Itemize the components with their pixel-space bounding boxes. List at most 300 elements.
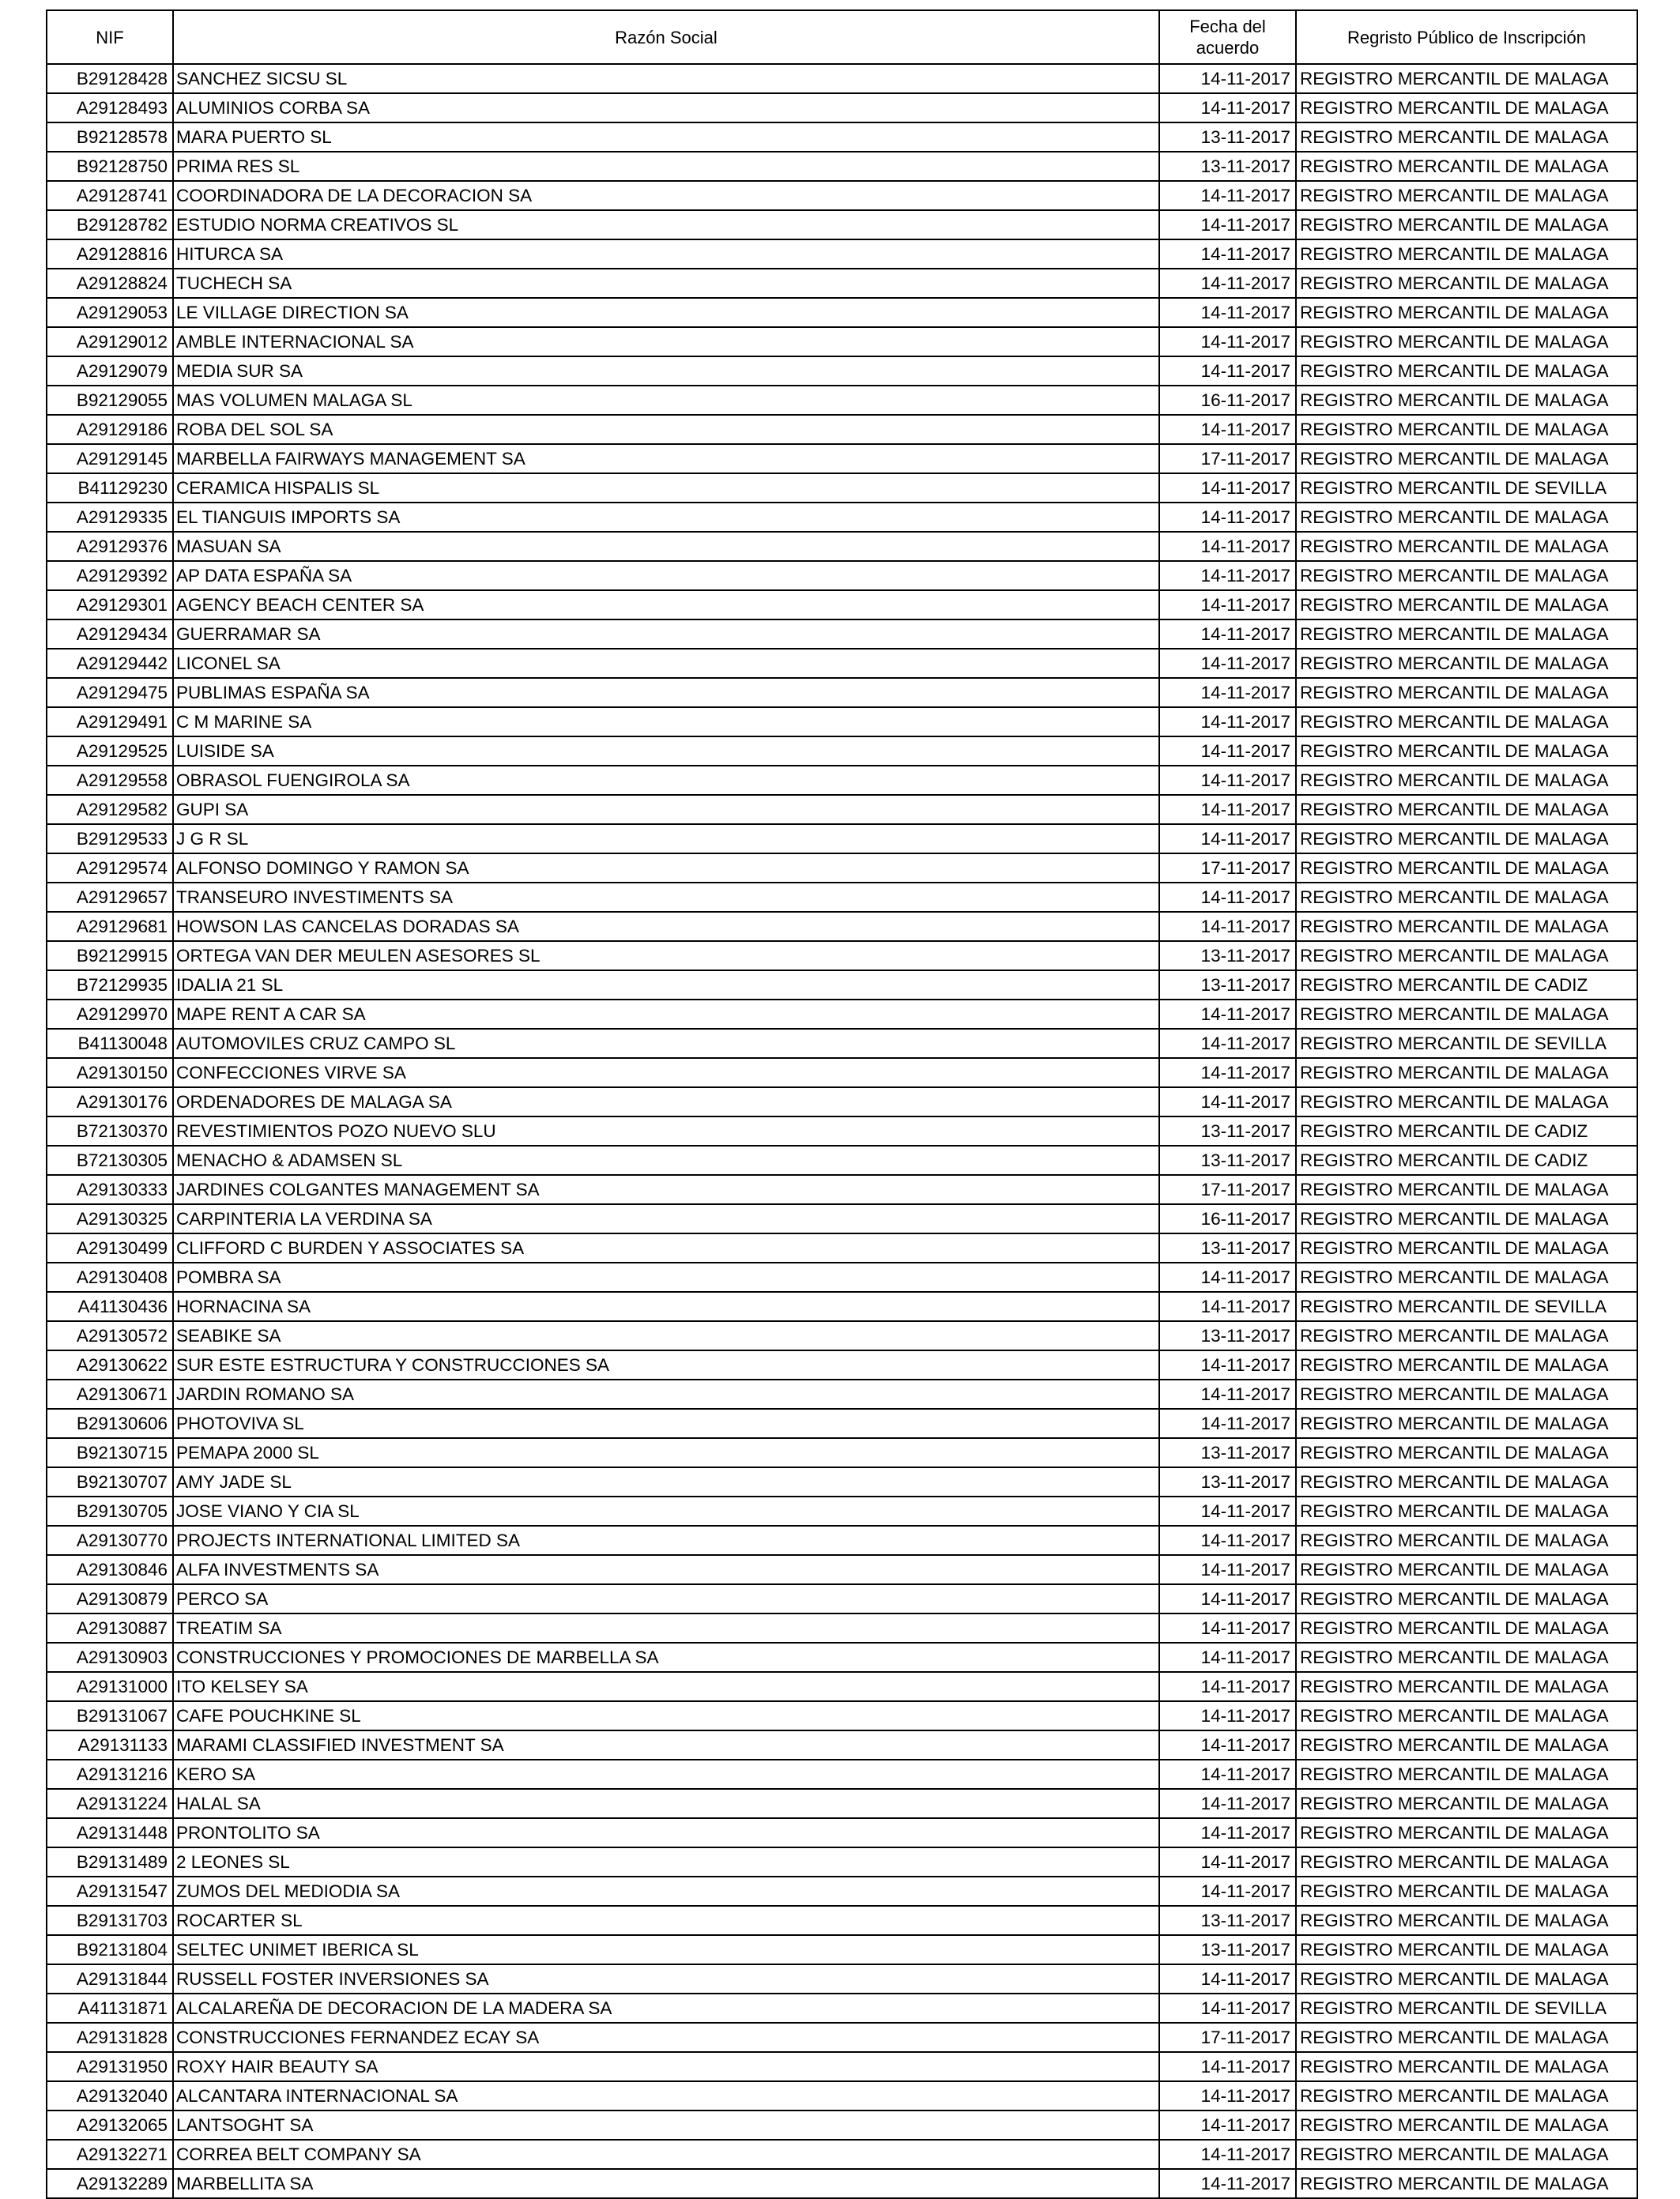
cell-fecha: 17-11-2017	[1159, 444, 1296, 473]
cell-razon-social: AMY JADE SL	[173, 1467, 1159, 1497]
cell-nif: B29129533	[47, 824, 173, 853]
cell-fecha: 14-11-2017	[1159, 356, 1296, 386]
cell-nif: A29129475	[47, 678, 173, 707]
cell-nif: A29130770	[47, 1526, 173, 1555]
cell-razon-social: IDALIA 21 SL	[173, 970, 1159, 1000]
cell-fecha: 14-11-2017	[1159, 327, 1296, 356]
cell-registro: REGISTRO MERCANTIL DE MALAGA	[1296, 795, 1637, 824]
table-row	[47, 239, 1637, 269]
table-row	[47, 64, 1637, 93]
cell-registro: REGISTRO MERCANTIL DE MALAGA	[1296, 1964, 1637, 1994]
cell-registro: REGISTRO MERCANTIL DE MALAGA	[1296, 2140, 1637, 2169]
cell-registro: REGISTRO MERCANTIL DE MALAGA	[1296, 503, 1637, 532]
table-row	[47, 2140, 1637, 2169]
cell-razon-social: SUR ESTE ESTRUCTURA Y CONSTRUCCIONES SA	[173, 1350, 1159, 1380]
cell-nif: A29130622	[47, 1350, 173, 1380]
cell-registro: REGISTRO MERCANTIL DE MALAGA	[1296, 122, 1637, 152]
cell-razon-social: CARPINTERIA LA VERDINA SA	[173, 1204, 1159, 1233]
cell-nif: A29129525	[47, 736, 173, 766]
cell-razon-social: HITURCA SA	[173, 239, 1159, 269]
cell-fecha: 13-11-2017	[1159, 1116, 1296, 1146]
cell-registro: REGISTRO MERCANTIL DE MALAGA	[1296, 1438, 1637, 1467]
cell-nif: A29129574	[47, 853, 173, 883]
cell-nif: B92128578	[47, 122, 173, 152]
cell-fecha: 14-11-2017	[1159, 1526, 1296, 1555]
cell-razon-social: CONFECCIONES VIRVE SA	[173, 1058, 1159, 1087]
header-fecha-acuerdo	[1159, 10, 1296, 64]
cell-razon-social: ALUMINIOS CORBA SA	[173, 93, 1159, 122]
table-row	[47, 2111, 1637, 2140]
cell-fecha: 14-11-2017	[1159, 1029, 1296, 1058]
cell-nif: A29129392	[47, 561, 173, 590]
table-row	[47, 1058, 1637, 1087]
cell-fecha: 14-11-2017	[1159, 1409, 1296, 1438]
cell-razon-social: REVESTIMIENTOS POZO NUEVO SLU	[173, 1116, 1159, 1146]
cell-razon-social: ESTUDIO NORMA CREATIVOS SL	[173, 210, 1159, 239]
cell-nif: A29131950	[47, 2052, 173, 2081]
cell-nif: A29131448	[47, 1818, 173, 1847]
cell-nif: B92131804	[47, 1935, 173, 1964]
cell-razon-social: PRONTOLITO SA	[173, 1818, 1159, 1847]
cell-nif: A29130176	[47, 1087, 173, 1116]
table-row	[47, 210, 1637, 239]
table-row	[47, 1204, 1637, 1233]
cell-fecha: 13-11-2017	[1159, 970, 1296, 1000]
cell-registro: REGISTRO MERCANTIL DE CADIZ	[1296, 1146, 1637, 1175]
cell-nif: A29129301	[47, 590, 173, 619]
cell-nif: A29131000	[47, 1672, 173, 1701]
cell-razon-social: MARAMI CLASSIFIED INVESTMENT SA	[173, 1730, 1159, 1760]
cell-razon-social: PRIMA RES SL	[173, 152, 1159, 181]
cell-registro: REGISTRO MERCANTIL DE MALAGA	[1296, 561, 1637, 590]
table-row	[47, 1438, 1637, 1467]
table-row	[47, 590, 1637, 619]
cell-registro: REGISTRO MERCANTIL DE MALAGA	[1296, 1204, 1637, 1233]
cell-registro: REGISTRO MERCANTIL DE SEVILLA	[1296, 473, 1637, 503]
cell-registro: REGISTRO MERCANTIL DE MALAGA	[1296, 386, 1637, 415]
cell-razon-social: ALFA INVESTMENTS SA	[173, 1555, 1159, 1584]
table-row	[47, 1087, 1637, 1116]
cell-fecha: 14-11-2017	[1159, 1789, 1296, 1818]
cell-nif: A29129079	[47, 356, 173, 386]
table-row	[47, 1555, 1637, 1584]
table-row	[47, 356, 1637, 386]
cell-razon-social: CLIFFORD C BURDEN Y ASSOCIATES SA	[173, 1233, 1159, 1263]
cell-fecha: 13-11-2017	[1159, 152, 1296, 181]
table-row	[47, 1233, 1637, 1263]
cell-fecha: 14-11-2017	[1159, 1350, 1296, 1380]
cell-registro: REGISTRO MERCANTIL DE CADIZ	[1296, 970, 1637, 1000]
cell-registro: REGISTRO MERCANTIL DE MALAGA	[1296, 1526, 1637, 1555]
cell-razon-social: GUERRAMAR SA	[173, 619, 1159, 649]
cell-razon-social: JARDIN ROMANO SA	[173, 1380, 1159, 1409]
cell-razon-social: AMBLE INTERNACIONAL SA	[173, 327, 1159, 356]
cell-registro: REGISTRO MERCANTIL DE MALAGA	[1296, 1233, 1637, 1263]
cell-razon-social: COORDINADORA DE LA DECORACION SA	[173, 181, 1159, 210]
cell-razon-social: MARBELLITA SA	[173, 2169, 1159, 2198]
cell-fecha: 14-11-2017	[1159, 707, 1296, 736]
cell-fecha: 14-11-2017	[1159, 1760, 1296, 1789]
cell-nif: B92128750	[47, 152, 173, 181]
table-row	[47, 1701, 1637, 1730]
table-row	[47, 1906, 1637, 1935]
table-row	[47, 1146, 1637, 1175]
cell-nif: B29128428	[47, 64, 173, 93]
header-razon-social: Razón Social	[173, 10, 1159, 64]
cell-fecha: 13-11-2017	[1159, 1438, 1296, 1467]
table-row	[47, 1672, 1637, 1701]
cell-fecha: 14-11-2017	[1159, 2169, 1296, 2198]
table-row	[47, 415, 1637, 444]
cell-razon-social: ALCANTARA INTERNACIONAL SA	[173, 2081, 1159, 2111]
table-row	[47, 1964, 1637, 1994]
table-row	[47, 1935, 1637, 1964]
cell-registro: REGISTRO MERCANTIL DE MALAGA	[1296, 2169, 1637, 2198]
cell-nif: A29129053	[47, 298, 173, 327]
table-row	[47, 912, 1637, 941]
cell-nif: A29131133	[47, 1730, 173, 1760]
cell-razon-social: ORTEGA VAN DER MEULEN ASESORES SL	[173, 941, 1159, 970]
cell-razon-social: TRANSEURO INVESTIMENTS SA	[173, 883, 1159, 912]
cell-registro: REGISTRO MERCANTIL DE MALAGA	[1296, 1906, 1637, 1935]
cell-razon-social: SEABIKE SA	[173, 1321, 1159, 1350]
cell-nif: A29130408	[47, 1263, 173, 1292]
cell-nif: A29131224	[47, 1789, 173, 1818]
cell-razon-social: ALFONSO DOMINGO Y RAMON SA	[173, 853, 1159, 883]
cell-nif: A29129681	[47, 912, 173, 941]
table-row	[47, 2169, 1637, 2198]
cell-fecha: 14-11-2017	[1159, 181, 1296, 210]
cell-razon-social: 2 LEONES SL	[173, 1847, 1159, 1877]
cell-razon-social: ROBA DEL SOL SA	[173, 415, 1159, 444]
table-row	[47, 883, 1637, 912]
table-row	[47, 1380, 1637, 1409]
cell-razon-social: MAS VOLUMEN MALAGA SL	[173, 386, 1159, 415]
cell-registro: REGISTRO MERCANTIL DE MALAGA	[1296, 269, 1637, 298]
cell-fecha: 17-11-2017	[1159, 853, 1296, 883]
cell-fecha: 14-11-2017	[1159, 1263, 1296, 1292]
cell-fecha: 14-11-2017	[1159, 1643, 1296, 1672]
cell-registro: REGISTRO MERCANTIL DE MALAGA	[1296, 415, 1637, 444]
table-row	[47, 2052, 1637, 2081]
table-row	[47, 766, 1637, 795]
table-row	[47, 1877, 1637, 1906]
cell-nif: A29132065	[47, 2111, 173, 2140]
cell-registro: REGISTRO MERCANTIL DE SEVILLA	[1296, 1292, 1637, 1321]
table-row	[47, 1994, 1637, 2023]
cell-fecha: 14-11-2017	[1159, 1672, 1296, 1701]
cell-nif: A29129657	[47, 883, 173, 912]
cell-fecha: 14-11-2017	[1159, 883, 1296, 912]
cell-fecha: 14-11-2017	[1159, 2111, 1296, 2140]
cell-registro: REGISTRO MERCANTIL DE MALAGA	[1296, 1730, 1637, 1760]
cell-nif: A29129434	[47, 619, 173, 649]
cell-nif: A29130333	[47, 1175, 173, 1204]
cell-registro: REGISTRO MERCANTIL DE MALAGA	[1296, 1087, 1637, 1116]
table-row	[47, 678, 1637, 707]
cell-fecha: 13-11-2017	[1159, 1906, 1296, 1935]
cell-nif: A29132289	[47, 2169, 173, 2198]
cell-nif: A29129145	[47, 444, 173, 473]
cell-registro: REGISTRO MERCANTIL DE MALAGA	[1296, 1263, 1637, 1292]
cell-nif: A29129442	[47, 649, 173, 678]
cell-razon-social: PHOTOVIVA SL	[173, 1409, 1159, 1438]
cell-razon-social: MASUAN SA	[173, 532, 1159, 561]
cell-fecha: 14-11-2017	[1159, 1730, 1296, 1760]
cell-registro: REGISTRO MERCANTIL DE MALAGA	[1296, 619, 1637, 649]
table-row	[47, 1263, 1637, 1292]
cell-razon-social: LE VILLAGE DIRECTION SA	[173, 298, 1159, 327]
table-row	[47, 1467, 1637, 1497]
cell-fecha: 14-11-2017	[1159, 1380, 1296, 1409]
cell-fecha: 14-11-2017	[1159, 239, 1296, 269]
cell-nif: A29129491	[47, 707, 173, 736]
cell-razon-social: LUISIDE SA	[173, 736, 1159, 766]
cell-fecha: 14-11-2017	[1159, 1613, 1296, 1643]
table-row	[47, 1000, 1637, 1029]
cell-fecha: 14-11-2017	[1159, 912, 1296, 941]
cell-registro: REGISTRO MERCANTIL DE MALAGA	[1296, 649, 1637, 678]
cell-nif: B72130305	[47, 1146, 173, 1175]
cell-nif: A29131547	[47, 1877, 173, 1906]
cell-registro: REGISTRO MERCANTIL DE MALAGA	[1296, 766, 1637, 795]
table-row	[47, 1409, 1637, 1438]
cell-nif: B29130705	[47, 1497, 173, 1526]
cell-registro: REGISTRO MERCANTIL DE MALAGA	[1296, 1613, 1637, 1643]
table-row	[47, 853, 1637, 883]
cell-razon-social: ITO KELSEY SA	[173, 1672, 1159, 1701]
table-row	[47, 736, 1637, 766]
cell-fecha: 14-11-2017	[1159, 1994, 1296, 2023]
cell-fecha: 14-11-2017	[1159, 269, 1296, 298]
cell-razon-social: HORNACINA SA	[173, 1292, 1159, 1321]
cell-razon-social: PUBLIMAS ESPAÑA SA	[173, 678, 1159, 707]
cell-fecha: 14-11-2017	[1159, 2052, 1296, 2081]
cell-razon-social: AP DATA ESPAÑA SA	[173, 561, 1159, 590]
cell-razon-social: CERAMICA HISPALIS SL	[173, 473, 1159, 503]
cell-razon-social: GUPI SA	[173, 795, 1159, 824]
table-row	[47, 532, 1637, 561]
cell-nif: A29128741	[47, 181, 173, 210]
cell-razon-social: CONSTRUCCIONES Y PROMOCIONES DE MARBELLA SA	[173, 1643, 1159, 1672]
cell-registro: REGISTRO MERCANTIL DE MALAGA	[1296, 532, 1637, 561]
cell-registro: REGISTRO MERCANTIL DE MALAGA	[1296, 1818, 1637, 1847]
cell-registro: REGISTRO MERCANTIL DE MALAGA	[1296, 1672, 1637, 1701]
table-row	[47, 970, 1637, 1000]
table-row	[47, 1497, 1637, 1526]
cell-fecha: 14-11-2017	[1159, 473, 1296, 503]
cell-razon-social: HALAL SA	[173, 1789, 1159, 1818]
table-row	[47, 1818, 1637, 1847]
cell-fecha: 14-11-2017	[1159, 2081, 1296, 2111]
cell-registro: REGISTRO MERCANTIL DE MALAGA	[1296, 1058, 1637, 1087]
cell-nif: A29129186	[47, 415, 173, 444]
cell-registro: REGISTRO MERCANTIL DE MALAGA	[1296, 152, 1637, 181]
cell-razon-social: TUCHECH SA	[173, 269, 1159, 298]
cell-registro: REGISTRO MERCANTIL DE MALAGA	[1296, 2052, 1637, 2081]
cell-registro: REGISTRO MERCANTIL DE MALAGA	[1296, 678, 1637, 707]
cell-razon-social: ORDENADORES DE MALAGA SA	[173, 1087, 1159, 1116]
table-row	[47, 2023, 1637, 2052]
cell-razon-social: POMBRA SA	[173, 1263, 1159, 1292]
cell-fecha: 13-11-2017	[1159, 941, 1296, 970]
table-row	[47, 619, 1637, 649]
cell-registro: REGISTRO MERCANTIL DE MALAGA	[1296, 2081, 1637, 2111]
cell-fecha: 14-11-2017	[1159, 2140, 1296, 2169]
cell-razon-social: MAPE RENT A CAR SA	[173, 1000, 1159, 1029]
cell-nif: B29131703	[47, 1906, 173, 1935]
cell-registro: REGISTRO MERCANTIL DE MALAGA	[1296, 1935, 1637, 1964]
cell-registro: REGISTRO MERCANTIL DE MALAGA	[1296, 912, 1637, 941]
cell-registro: REGISTRO MERCANTIL DE MALAGA	[1296, 2023, 1637, 2052]
cell-nif: A29129558	[47, 766, 173, 795]
header-nif: NIF	[47, 10, 173, 64]
cell-razon-social: MARA PUERTO SL	[173, 122, 1159, 152]
cell-fecha: 14-11-2017	[1159, 766, 1296, 795]
table-row	[47, 1613, 1637, 1643]
cell-registro: REGISTRO MERCANTIL DE MALAGA	[1296, 1321, 1637, 1350]
cell-registro: REGISTRO MERCANTIL DE MALAGA	[1296, 1000, 1637, 1029]
cell-razon-social: C M MARINE SA	[173, 707, 1159, 736]
cell-razon-social: SELTEC UNIMET IBERICA SL	[173, 1935, 1159, 1964]
cell-nif: B72130370	[47, 1116, 173, 1146]
table-row	[47, 1730, 1637, 1760]
cell-registro: REGISTRO MERCANTIL DE MALAGA	[1296, 707, 1637, 736]
cell-razon-social: TREATIM SA	[173, 1613, 1159, 1643]
cell-registro: REGISTRO MERCANTIL DE MALAGA	[1296, 941, 1637, 970]
cell-fecha: 14-11-2017	[1159, 93, 1296, 122]
cell-fecha: 14-11-2017	[1159, 532, 1296, 561]
cell-registro: REGISTRO MERCANTIL DE MALAGA	[1296, 883, 1637, 912]
table-row	[47, 1292, 1637, 1321]
cell-fecha: 14-11-2017	[1159, 503, 1296, 532]
cell-nif: B29130606	[47, 1409, 173, 1438]
cell-fecha: 14-11-2017	[1159, 561, 1296, 590]
table-row	[47, 386, 1637, 415]
cell-fecha: 14-11-2017	[1159, 210, 1296, 239]
cell-fecha: 14-11-2017	[1159, 1497, 1296, 1526]
table-row	[47, 503, 1637, 532]
cell-nif: A29132271	[47, 2140, 173, 2169]
cell-registro: REGISTRO MERCANTIL DE MALAGA	[1296, 327, 1637, 356]
table-row	[47, 941, 1637, 970]
cell-fecha: 14-11-2017	[1159, 1701, 1296, 1730]
cell-registro: REGISTRO MERCANTIL DE MALAGA	[1296, 298, 1637, 327]
cell-fecha: 14-11-2017	[1159, 1058, 1296, 1087]
cell-registro: REGISTRO MERCANTIL DE MALAGA	[1296, 1877, 1637, 1906]
cell-razon-social: ROCARTER SL	[173, 1906, 1159, 1935]
cell-fecha: 14-11-2017	[1159, 1555, 1296, 1584]
cell-fecha: 17-11-2017	[1159, 2023, 1296, 2052]
cell-fecha: 13-11-2017	[1159, 1935, 1296, 1964]
cell-nif: B41130048	[47, 1029, 173, 1058]
cell-registro: REGISTRO MERCANTIL DE CADIZ	[1296, 1116, 1637, 1146]
cell-razon-social: CONSTRUCCIONES FERNANDEZ ECAY SA	[173, 2023, 1159, 2052]
cell-nif: A29128816	[47, 239, 173, 269]
cell-razon-social: HOWSON LAS CANCELAS DORADAS SA	[173, 912, 1159, 941]
cell-nif: A29128824	[47, 269, 173, 298]
cell-registro: REGISTRO MERCANTIL DE MALAGA	[1296, 824, 1637, 853]
cell-fecha: 14-11-2017	[1159, 1818, 1296, 1847]
cell-nif: A29130150	[47, 1058, 173, 1087]
table-row	[47, 1789, 1637, 1818]
cell-razon-social: ZUMOS DEL MEDIODIA SA	[173, 1877, 1159, 1906]
table-row	[47, 152, 1637, 181]
cell-registro: REGISTRO MERCANTIL DE SEVILLA	[1296, 1994, 1637, 2023]
cell-nif: A29131844	[47, 1964, 173, 1994]
cell-nif: A29129335	[47, 503, 173, 532]
cell-fecha: 14-11-2017	[1159, 678, 1296, 707]
table-row	[47, 1847, 1637, 1877]
cell-registro: REGISTRO MERCANTIL DE MALAGA	[1296, 64, 1637, 93]
cell-razon-social: OBRASOL FUENGIROLA SA	[173, 766, 1159, 795]
table-row	[47, 561, 1637, 590]
table-row	[47, 473, 1637, 503]
cell-fecha: 14-11-2017	[1159, 649, 1296, 678]
cell-razon-social: J G R SL	[173, 824, 1159, 853]
cell-registro: REGISTRO MERCANTIL DE MALAGA	[1296, 1350, 1637, 1380]
cell-fecha: 13-11-2017	[1159, 1321, 1296, 1350]
cell-registro: REGISTRO MERCANTIL DE MALAGA	[1296, 444, 1637, 473]
cell-nif: B92130715	[47, 1438, 173, 1467]
cell-registro: REGISTRO MERCANTIL DE MALAGA	[1296, 210, 1637, 239]
cell-nif: B92129055	[47, 386, 173, 415]
cell-nif: B92129915	[47, 941, 173, 970]
cell-nif: B29128782	[47, 210, 173, 239]
cell-nif: A29128493	[47, 93, 173, 122]
cell-razon-social: MEDIA SUR SA	[173, 356, 1159, 386]
cell-registro: REGISTRO MERCANTIL DE MALAGA	[1296, 93, 1637, 122]
cell-fecha: 14-11-2017	[1159, 590, 1296, 619]
cell-razon-social: JOSE VIANO Y CIA SL	[173, 1497, 1159, 1526]
cell-razon-social: KERO SA	[173, 1760, 1159, 1789]
cell-registro: REGISTRO MERCANTIL DE MALAGA	[1296, 1555, 1637, 1584]
cell-razon-social: PEMAPA 2000 SL	[173, 1438, 1159, 1467]
cell-razon-social: SANCHEZ SICSU SL	[173, 64, 1159, 93]
cell-fecha: 14-11-2017	[1159, 1847, 1296, 1877]
table-row	[47, 1643, 1637, 1672]
cell-nif: B41129230	[47, 473, 173, 503]
cell-fecha: 14-11-2017	[1159, 619, 1296, 649]
cell-nif: A29131828	[47, 2023, 173, 2052]
table-row	[47, 444, 1637, 473]
cell-fecha: 14-11-2017	[1159, 1000, 1296, 1029]
cell-razon-social: LANTSOGHT SA	[173, 2111, 1159, 2140]
table-row	[47, 1350, 1637, 1380]
table-row	[47, 1321, 1637, 1350]
cell-fecha: 17-11-2017	[1159, 1175, 1296, 1204]
table-row	[47, 2081, 1637, 2111]
header-row	[47, 10, 1637, 64]
cell-registro: REGISTRO MERCANTIL DE MALAGA	[1296, 1467, 1637, 1497]
cell-registro: REGISTRO MERCANTIL DE MALAGA	[1296, 356, 1637, 386]
cell-nif: A29132040	[47, 2081, 173, 2111]
cell-registro: REGISTRO MERCANTIL DE MALAGA	[1296, 181, 1637, 210]
cell-fecha: 14-11-2017	[1159, 1964, 1296, 1994]
cell-registro: REGISTRO MERCANTIL DE MALAGA	[1296, 590, 1637, 619]
table-row	[47, 824, 1637, 853]
cell-registro: REGISTRO MERCANTIL DE MALAGA	[1296, 1643, 1637, 1672]
cell-razon-social: CORREA BELT COMPANY SA	[173, 2140, 1159, 2169]
cell-razon-social: AUTOMOVILES CRUZ CAMPO SL	[173, 1029, 1159, 1058]
cell-fecha: 16-11-2017	[1159, 1204, 1296, 1233]
table-row	[47, 298, 1637, 327]
cell-razon-social: PERCO SA	[173, 1584, 1159, 1613]
table-body	[47, 64, 1637, 2198]
cell-nif: A41131871	[47, 1994, 173, 2023]
table-row	[47, 181, 1637, 210]
cell-nif: A29131216	[47, 1760, 173, 1789]
